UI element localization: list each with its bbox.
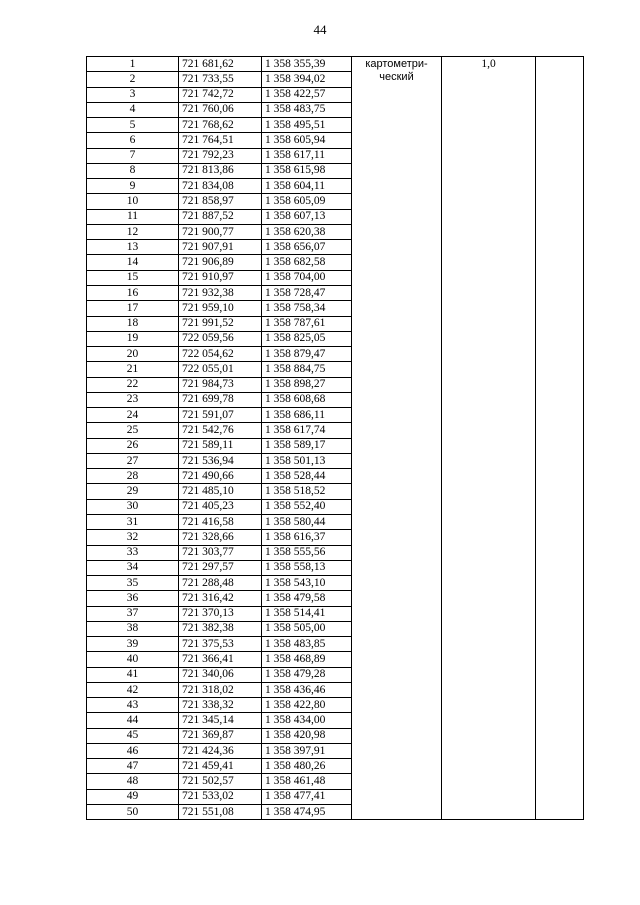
x-coordinate-cell: 721 288,48 — [179, 576, 262, 591]
y-coordinate-cell: 1 358 479,28 — [262, 667, 352, 682]
y-coordinate-cell: 1 358 686,11 — [262, 408, 352, 423]
point-number-cell: 10 — [87, 194, 179, 209]
point-number-cell: 4 — [87, 102, 179, 117]
y-coordinate-cell: 1 358 552,40 — [262, 499, 352, 514]
x-coordinate-cell: 721 910,97 — [179, 270, 262, 285]
y-coordinate-cell: 1 358 898,27 — [262, 377, 352, 392]
y-coordinate-cell: 1 358 608,68 — [262, 392, 352, 407]
x-coordinate-cell: 721 533,02 — [179, 789, 262, 804]
x-coordinate-cell: 721 959,10 — [179, 301, 262, 316]
y-coordinate-cell: 1 358 468,89 — [262, 652, 352, 667]
x-coordinate-cell: 721 768,62 — [179, 118, 262, 133]
y-coordinate-cell: 1 358 422,80 — [262, 698, 352, 713]
y-coordinate-cell: 1 358 758,34 — [262, 301, 352, 316]
y-coordinate-cell: 1 358 825,05 — [262, 331, 352, 346]
x-coordinate-cell: 721 733,55 — [179, 72, 262, 87]
y-coordinate-cell: 1 358 617,74 — [262, 423, 352, 438]
point-number-cell: 19 — [87, 331, 179, 346]
x-coordinate-cell: 721 764,51 — [179, 133, 262, 148]
y-coordinate-cell: 1 358 477,41 — [262, 789, 352, 804]
x-coordinate-cell: 721 369,87 — [179, 728, 262, 743]
x-coordinate-cell: 721 328,66 — [179, 530, 262, 545]
y-coordinate-cell: 1 358 607,13 — [262, 209, 352, 224]
y-coordinate-cell: 1 358 434,00 — [262, 713, 352, 728]
x-coordinate-cell: 721 490,66 — [179, 469, 262, 484]
y-coordinate-cell: 1 358 483,85 — [262, 637, 352, 652]
point-number-cell: 39 — [87, 637, 179, 652]
x-coordinate-cell: 721 303,77 — [179, 545, 262, 560]
x-coordinate-cell: 721 984,73 — [179, 377, 262, 392]
x-coordinate-cell: 721 551,08 — [179, 805, 262, 820]
x-coordinate-cell: 721 760,06 — [179, 102, 262, 117]
point-number-cell: 26 — [87, 438, 179, 453]
x-coordinate-cell: 721 502,57 — [179, 774, 262, 789]
x-coordinate-cell: 721 887,52 — [179, 209, 262, 224]
point-number-cell: 22 — [87, 377, 179, 392]
point-number-cell: 43 — [87, 698, 179, 713]
y-coordinate-cell: 1 358 394,02 — [262, 72, 352, 87]
y-coordinate-cell: 1 358 605,94 — [262, 133, 352, 148]
method-line-2: ческий — [379, 71, 414, 83]
point-number-cell: 46 — [87, 743, 179, 758]
x-coordinate-cell: 722 054,62 — [179, 347, 262, 362]
y-coordinate-cell: 1 358 528,44 — [262, 469, 352, 484]
point-number-cell: 47 — [87, 759, 179, 774]
x-coordinate-cell: 721 591,07 — [179, 408, 262, 423]
point-number-cell: 35 — [87, 576, 179, 591]
point-number-cell: 38 — [87, 621, 179, 636]
y-coordinate-cell: 1 358 436,46 — [262, 682, 352, 697]
y-coordinate-cell: 1 358 543,10 — [262, 576, 352, 591]
x-coordinate-cell: 721 318,02 — [179, 682, 262, 697]
x-coordinate-cell: 721 699,78 — [179, 392, 262, 407]
point-number-cell: 25 — [87, 423, 179, 438]
y-coordinate-cell: 1 358 461,48 — [262, 774, 352, 789]
y-coordinate-cell: 1 358 479,58 — [262, 591, 352, 606]
y-coordinate-cell: 1 358 620,38 — [262, 224, 352, 239]
x-coordinate-cell: 721 742,72 — [179, 87, 262, 102]
y-coordinate-cell: 1 358 474,95 — [262, 805, 352, 820]
x-coordinate-cell: 721 681,62 — [179, 57, 262, 72]
point-number-cell: 41 — [87, 667, 179, 682]
y-coordinate-cell: 1 358 397,91 — [262, 743, 352, 758]
x-coordinate-cell: 721 345,14 — [179, 713, 262, 728]
coordinates-table — [86, 56, 584, 820]
point-number-cell: 5 — [87, 118, 179, 133]
x-coordinate-cell: 721 375,53 — [179, 637, 262, 652]
point-number-cell: 48 — [87, 774, 179, 789]
x-coordinate-cell: 722 059,56 — [179, 331, 262, 346]
point-number-cell: 40 — [87, 652, 179, 667]
point-number-cell: 2 — [87, 72, 179, 87]
point-number-cell: 14 — [87, 255, 179, 270]
y-coordinate-cell: 1 358 615,98 — [262, 163, 352, 178]
point-number-cell: 17 — [87, 301, 179, 316]
x-coordinate-cell: 721 536,94 — [179, 453, 262, 468]
point-number-cell: 27 — [87, 453, 179, 468]
x-coordinate-cell: 721 459,41 — [179, 759, 262, 774]
x-coordinate-cell: 722 055,01 — [179, 362, 262, 377]
point-number-cell: 49 — [87, 789, 179, 804]
x-coordinate-cell: 721 542,76 — [179, 423, 262, 438]
point-number-cell: 8 — [87, 163, 179, 178]
y-coordinate-cell: 1 358 580,44 — [262, 514, 352, 529]
point-number-cell: 50 — [87, 805, 179, 820]
point-number-cell: 24 — [87, 408, 179, 423]
x-coordinate-cell: 721 405,23 — [179, 499, 262, 514]
y-coordinate-cell: 1 358 589,17 — [262, 438, 352, 453]
x-coordinate-cell: 721 907,91 — [179, 240, 262, 255]
y-coordinate-cell: 1 358 558,13 — [262, 560, 352, 575]
x-coordinate-cell: 721 834,08 — [179, 179, 262, 194]
point-number-cell: 30 — [87, 499, 179, 514]
y-coordinate-cell: 1 358 501,13 — [262, 453, 352, 468]
y-coordinate-cell: 1 358 616,37 — [262, 530, 352, 545]
x-coordinate-cell: 721 382,38 — [179, 621, 262, 636]
y-coordinate-cell: 1 358 704,00 — [262, 270, 352, 285]
y-coordinate-cell: 1 358 518,52 — [262, 484, 352, 499]
x-coordinate-cell: 721 792,23 — [179, 148, 262, 163]
x-coordinate-cell: 721 932,38 — [179, 285, 262, 300]
x-coordinate-cell: 721 416,58 — [179, 514, 262, 529]
point-number-cell: 45 — [87, 728, 179, 743]
x-coordinate-cell: 721 424,36 — [179, 743, 262, 758]
y-coordinate-cell: 1 358 483,75 — [262, 102, 352, 117]
y-coordinate-cell: 1 358 422,57 — [262, 87, 352, 102]
x-coordinate-cell: 721 340,06 — [179, 667, 262, 682]
y-coordinate-cell: 1 358 728,47 — [262, 285, 352, 300]
point-number-cell: 23 — [87, 392, 179, 407]
y-coordinate-cell: 1 358 420,98 — [262, 728, 352, 743]
y-coordinate-cell: 1 358 505,00 — [262, 621, 352, 636]
point-number-cell: 16 — [87, 285, 179, 300]
y-coordinate-cell: 1 358 879,47 — [262, 347, 352, 362]
point-number-cell: 28 — [87, 469, 179, 484]
x-coordinate-cell: 721 991,52 — [179, 316, 262, 331]
x-coordinate-cell: 721 366,41 — [179, 652, 262, 667]
x-coordinate-cell: 721 297,57 — [179, 560, 262, 575]
y-coordinate-cell: 1 358 495,51 — [262, 118, 352, 133]
x-coordinate-cell: 721 589,11 — [179, 438, 262, 453]
point-number-cell: 11 — [87, 209, 179, 224]
x-coordinate-cell: 721 906,89 — [179, 255, 262, 270]
x-coordinate-cell: 721 858,97 — [179, 194, 262, 209]
point-number-cell: 20 — [87, 347, 179, 362]
y-coordinate-cell: 1 358 480,26 — [262, 759, 352, 774]
y-coordinate-cell: 1 358 884,75 — [262, 362, 352, 377]
page-number: 44 — [313, 22, 327, 37]
point-number-cell: 9 — [87, 179, 179, 194]
y-coordinate-cell: 1 358 617,11 — [262, 148, 352, 163]
point-number-cell: 21 — [87, 362, 179, 377]
point-number-cell: 7 — [87, 148, 179, 163]
y-coordinate-cell: 1 358 682,58 — [262, 255, 352, 270]
point-number-cell: 34 — [87, 560, 179, 575]
y-coordinate-cell: 1 358 604,11 — [262, 179, 352, 194]
x-coordinate-cell: 721 370,13 — [179, 606, 262, 621]
point-number-cell: 31 — [87, 514, 179, 529]
method-line-1: картометри- — [365, 58, 428, 70]
point-number-cell: 13 — [87, 240, 179, 255]
x-coordinate-cell: 721 316,42 — [179, 591, 262, 606]
y-coordinate-cell: 1 358 355,39 — [262, 57, 352, 72]
x-coordinate-cell: 721 485,10 — [179, 484, 262, 499]
point-number-cell: 18 — [87, 316, 179, 331]
point-number-cell: 3 — [87, 87, 179, 102]
table-row — [87, 57, 584, 72]
x-coordinate-cell: 721 813,86 — [179, 163, 262, 178]
y-coordinate-cell: 1 358 555,56 — [262, 545, 352, 560]
point-number-cell: 44 — [87, 713, 179, 728]
point-number-cell: 29 — [87, 484, 179, 499]
point-number-cell: 15 — [87, 270, 179, 285]
method-cell — [352, 57, 442, 820]
y-coordinate-cell: 1 358 514,41 — [262, 606, 352, 621]
y-coordinate-cell: 1 358 787,61 — [262, 316, 352, 331]
y-coordinate-cell: 1 358 605,09 — [262, 194, 352, 209]
point-number-cell: 33 — [87, 545, 179, 560]
y-coordinate-cell: 1 358 656,07 — [262, 240, 352, 255]
coordinates-table-body — [87, 57, 584, 820]
point-number-cell: 12 — [87, 224, 179, 239]
x-coordinate-cell: 721 338,32 — [179, 698, 262, 713]
point-number-cell: 32 — [87, 530, 179, 545]
empty-cell — [536, 57, 584, 820]
accuracy-cell: 1,0 — [442, 57, 536, 820]
point-number-cell: 6 — [87, 133, 179, 148]
x-coordinate-cell: 721 900,77 — [179, 224, 262, 239]
point-number-cell: 42 — [87, 682, 179, 697]
point-number-cell: 36 — [87, 591, 179, 606]
point-number-cell: 1 — [87, 57, 179, 72]
point-number-cell: 37 — [87, 606, 179, 621]
